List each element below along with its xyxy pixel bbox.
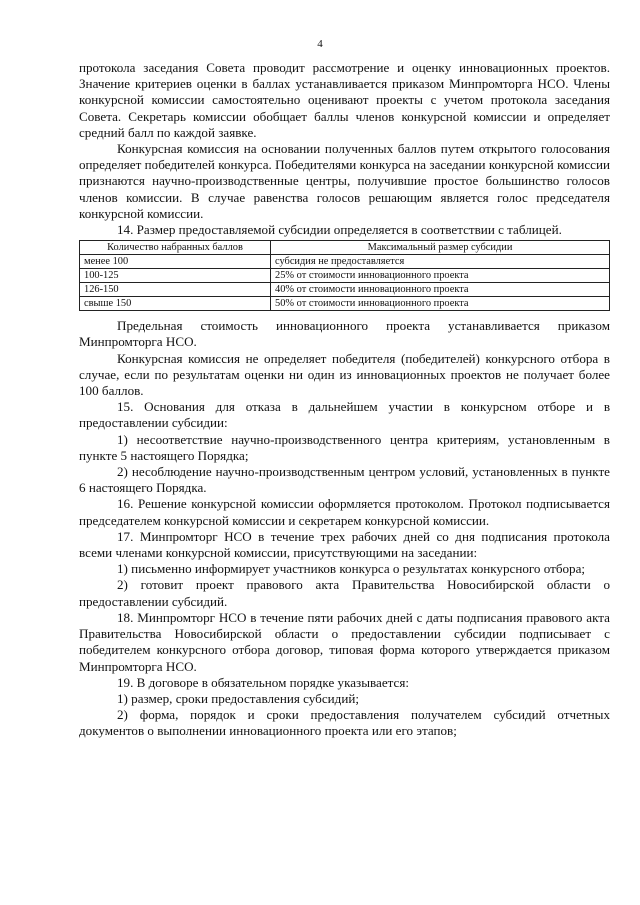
sub-item: 2) форма, порядок и сроки предоставления получателем субсидий отчетных документов о выполнении инновационного проекта или его этапов; (79, 707, 610, 739)
paragraph: Конкурсная комиссия на основании полученных баллов путем открытого голосования определяет победителей конкурса. Победителями конкурса на заседании конкурсной комиссии признаются научно-производственные центры, получившие простое большинство голосов членов комиссии. В случае равенства голосов решающим является голос председателя конкурсной комиссии. (79, 141, 610, 221)
column-header-score: Количество набранных баллов (80, 241, 271, 255)
table-row (80, 269, 610, 283)
table-cell: менее 100 (80, 255, 271, 269)
sub-item: 1) несоответствие научно-производственного центра критериям, установленным в пункте 5 настоящего Порядка; (79, 431, 610, 463)
subsidy-table (79, 240, 610, 311)
table-cell: 100-125 (80, 269, 271, 283)
table-cell: свыше 150 (80, 297, 271, 311)
column-header-max-subsidy: Максимальный размер субсидии (271, 241, 610, 255)
paragraph-item-14: 14. Размер предоставляемой субсидии определяется в соответствии с таблицей. (117, 222, 562, 238)
paragraph-item-16: 16. Решение конкурсной комиссии оформляется протоколом. Протокол подписывается председателем конкурсной комиссии и секретарем конкурсной комиссии. (79, 496, 610, 528)
paragraph-item-17: 17. Минпромторг НСО в течение трех рабочих дней со дня подписания протокола всеми членами конкурсной комиссии, присутствующими на заседании: (79, 528, 610, 561)
sub-item: 1) размер, сроки предоставления субсидий; (117, 690, 359, 706)
sub-item: 1) письменно информирует участников конкурса о результатах конкурсного отбора; (117, 561, 586, 577)
sub-item: 2) готовит проект правового акта Правительства Новосибирской области о предоставлении субсидий. (79, 577, 610, 609)
paragraph: Предельная стоимость инновационного проекта устанавливается приказом Минпромторга НСО. (79, 318, 610, 350)
paragraph: протокола заседания Совета проводит рассмотрение и оценку инновационных проектов. Значение критериев оценки в баллах устанавливается приказом Минпромторга НСО. Члены конкурсной комиссии самостоятельно оценивают проекты с учетом протокола заседания Совета. Секретарь комиссии обобщает баллы членов конкурсной комиссии и определяет средний балл по каждой заявке. (79, 60, 610, 140)
table-cell: субсидия не предоставляется (271, 255, 610, 269)
table-row (80, 283, 610, 297)
page-number: 4 (317, 38, 323, 50)
paragraph-item-19: 19. В договоре в обязательном порядке указывается: (117, 674, 410, 690)
sub-item: 2) несоблюдение научно-производственным центром условий, установленных в пункте 6 настоящего Порядка. (79, 464, 610, 496)
table-cell: 40% от стоимости инновационного проекта (271, 283, 610, 297)
table-cell: 126-150 (80, 283, 271, 297)
paragraph-item-18: 18. Минпромторг НСО в течение пяти рабочих дней с даты подписания правового акта Правительства Новосибирской области о предоставлении субсидии подписывает с победителем конкурсного отбора договор, типовая форма которого утверждается приказом Минпромторга НСО. (79, 609, 610, 674)
paragraph: Конкурсная комиссия не определяет победителя (победителей) конкурсного отбора в случае, если по результатам оценки ни один из инновационных проектов не получает более 100 баллов. (79, 350, 610, 399)
table-row (80, 297, 610, 311)
table-header-row (80, 241, 610, 255)
table-cell: 50% от стоимости инновационного проекта (271, 297, 610, 311)
table-row (80, 255, 610, 269)
document-body (79, 60, 610, 740)
table-cell: 25% от стоимости инновационного проекта (271, 269, 610, 283)
paragraph-item-15: 15. Основания для отказа в дальнейшем участии в конкурсном отборе и в предоставлении субсидии: (79, 399, 610, 431)
